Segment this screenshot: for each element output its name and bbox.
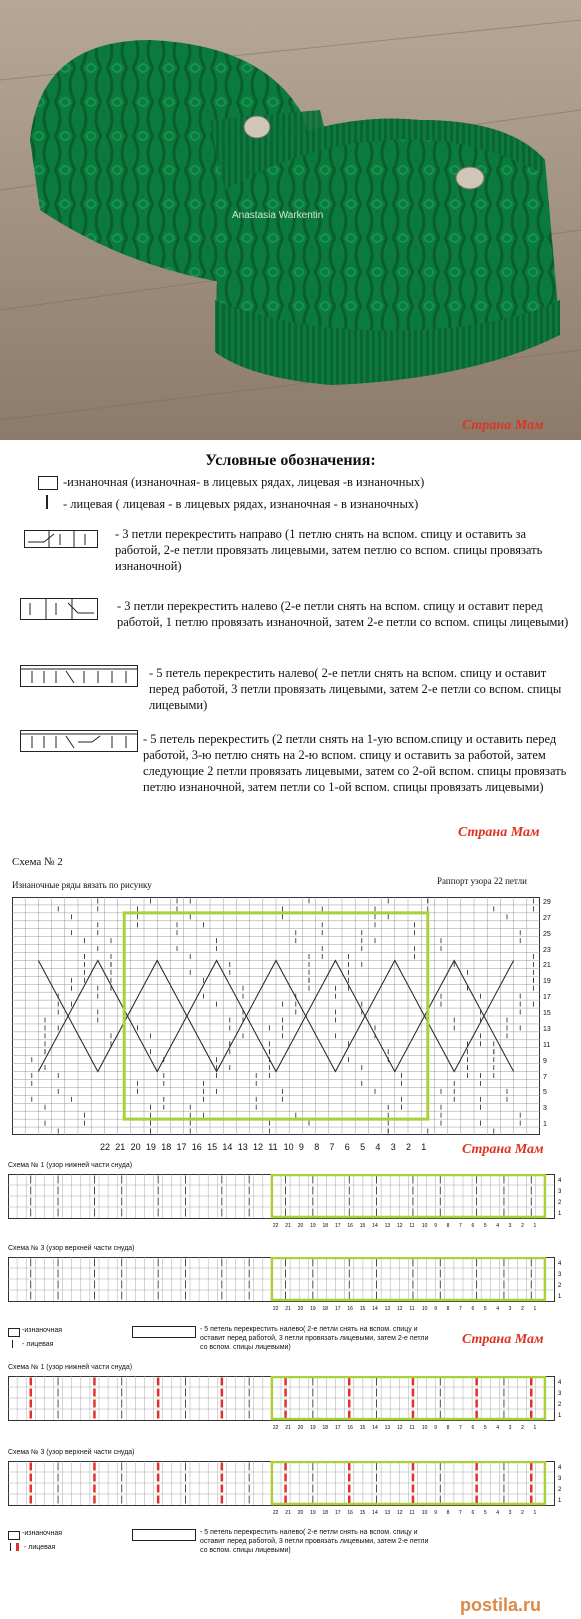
small-col-label: 5 xyxy=(483,1425,487,1431)
small-col-label: 21 xyxy=(285,1425,291,1431)
row-label: 7 xyxy=(543,1073,547,1081)
cable-5-cross-symbol xyxy=(20,730,138,757)
small-col-label: 4 xyxy=(496,1425,500,1431)
small-col-label: 12 xyxy=(396,1510,403,1516)
button-hat xyxy=(244,116,270,138)
small-col-label: 14 xyxy=(372,1425,378,1431)
small-col-label: 19 xyxy=(310,1306,316,1312)
small-row-label: 3 xyxy=(558,1391,562,1397)
small-col-label: 10 xyxy=(421,1306,428,1312)
small-col-label: 6 xyxy=(471,1306,475,1312)
col-label: 14 xyxy=(222,1142,233,1152)
photo-site-watermark: Страна Мам xyxy=(462,418,544,433)
small-col-label: 3 xyxy=(508,1510,512,1516)
small-col-label: 15 xyxy=(359,1425,366,1431)
small-col-label: 12 xyxy=(396,1306,403,1312)
small-col-label: 16 xyxy=(347,1306,353,1312)
row-label: 13 xyxy=(543,1025,551,1033)
small-col-label: 7 xyxy=(459,1223,462,1229)
col-label: 6 xyxy=(344,1142,350,1152)
small-row-label: 3 xyxy=(558,1189,562,1195)
mini-legend-knit: - лицевая xyxy=(22,1341,54,1348)
small-col-label: 18 xyxy=(322,1223,329,1229)
button-snood xyxy=(456,167,484,189)
row-label: 11 xyxy=(543,1041,551,1049)
small-col-label: 13 xyxy=(384,1425,391,1431)
small-chart-3 xyxy=(8,1376,568,1437)
mini-purl-symbol xyxy=(8,1328,20,1337)
col-label: 8 xyxy=(314,1142,320,1152)
small-row-label: 2 xyxy=(558,1283,562,1289)
small-col-label: 17 xyxy=(334,1425,341,1431)
small-col-label: 1 xyxy=(533,1306,537,1312)
legend-cable-5-left: - 5 петель перекрестить налево( 2-е петли снять на вспом. спицу и оставит перед работой, 3 петли провязать лицевыми, затем 2-е петли со вспом. спицы лицевыми) xyxy=(149,666,562,712)
small-col-label: 7 xyxy=(459,1425,462,1431)
small-col-label: 9 xyxy=(434,1425,437,1431)
small-row-label: 2 xyxy=(558,1200,562,1206)
small-row-label: 1 xyxy=(558,1211,562,1217)
small-col-label: 18 xyxy=(322,1306,329,1312)
col-label: 22 xyxy=(100,1142,111,1152)
col-label: 12 xyxy=(253,1142,264,1152)
small-col-label: 15 xyxy=(359,1510,366,1516)
col-label: 13 xyxy=(237,1142,248,1152)
cable-5-left-symbol xyxy=(20,665,138,692)
col-label: 4 xyxy=(375,1142,381,1152)
mini-legend-knit-2: - лицевая xyxy=(24,1544,56,1551)
small-col-label: 21 xyxy=(285,1306,291,1312)
mini-legend-watermark: Страна Мам xyxy=(462,1332,544,1347)
col-label: 16 xyxy=(191,1142,202,1152)
small-col-label: 18 xyxy=(322,1510,329,1516)
small-col-label: 15 xyxy=(359,1223,366,1229)
scheme2-col-labels xyxy=(100,1142,440,1156)
small-col-label: 20 xyxy=(297,1223,304,1229)
col-label: 3 xyxy=(390,1142,396,1152)
col-label: 11 xyxy=(268,1142,278,1152)
mini-legend-cable-2: - 5 петель перекрестить налево( 2-е петли снять на вспом. спицу и оставит перед работой, 3 петли провязать лицевыми, затем 2-е петли со вспом. спицы лицевыми) xyxy=(200,1529,429,1554)
small-col-label: 3 xyxy=(508,1223,512,1229)
col-label: 20 xyxy=(130,1142,141,1152)
row-label: 15 xyxy=(543,1010,551,1018)
small-col-label: 22 xyxy=(272,1306,279,1312)
legend-purl: -изнаночная (изнаночная- в лицевых рядах, лицевая -в изнаночных) xyxy=(63,475,425,489)
small-row-label: 1 xyxy=(558,1413,562,1419)
small-col-label: 2 xyxy=(521,1223,524,1229)
knitted-hat-snood-photo xyxy=(0,0,581,440)
row-label: 27 xyxy=(543,914,551,922)
small-col-label: 2 xyxy=(521,1510,524,1516)
mini-legend-cable: - 5 петель перекрестить налево( 2-е петли снять на вспом. спицу и оставит перед работой, 3 петли провязать лицевыми, затем 2-е петли со вспом. спицы лицевыми) xyxy=(200,1326,429,1351)
small-col-label: 11 xyxy=(409,1223,415,1229)
small-row-label: 1 xyxy=(558,1294,562,1300)
small-col-label: 22 xyxy=(272,1510,279,1516)
mini-cable-symbol xyxy=(132,1326,196,1338)
small-col-label: 13 xyxy=(384,1223,391,1229)
small-row-label: 4 xyxy=(558,1261,562,1267)
small-chart-4-title: Схема № 3 (узор верхней части снуда) xyxy=(8,1449,135,1456)
mini-legend-purl: -изнаночная xyxy=(22,1327,63,1334)
small-col-label: 5 xyxy=(483,1223,487,1229)
col-label: 19 xyxy=(145,1142,156,1152)
small-col-label: 4 xyxy=(496,1510,500,1516)
legend-cable-3-right: - 3 петли перекрестить направо (1 петлю снять на вспом. спицу и оставить за работой, 2-е петли провязать лицевыми, затем петлю со вспом. спицы провязать изнаночной) xyxy=(115,527,543,573)
small-col-label: 11 xyxy=(409,1510,415,1516)
small-col-label: 9 xyxy=(434,1510,437,1516)
row-label: 1 xyxy=(543,1121,547,1129)
mini-knit-symbol xyxy=(12,1340,13,1348)
small-chart-1 xyxy=(8,1174,568,1235)
small-row-label: 4 xyxy=(558,1380,562,1386)
small-col-label: 16 xyxy=(347,1223,353,1229)
small-col-label: 13 xyxy=(384,1510,391,1516)
small-chart-1-title: Схема № 1 (узор нижней части снуда) xyxy=(8,1162,133,1169)
mini-legend-purl-2: -изнаночная xyxy=(22,1530,63,1537)
footer-watermark: postila.ru xyxy=(460,1595,542,1615)
small-col-label: 3 xyxy=(508,1425,512,1431)
small-col-label: 22 xyxy=(272,1425,279,1431)
mini-knit-red-symbol xyxy=(16,1543,19,1551)
small-col-label: 2 xyxy=(521,1306,524,1312)
small-col-label: 7 xyxy=(459,1510,462,1516)
small-col-label: 6 xyxy=(471,1510,475,1516)
col-label: 1 xyxy=(421,1142,427,1152)
small-chart-3-title: Схема № 1 (узор нижней части снуда) xyxy=(8,1364,133,1371)
small-col-label: 19 xyxy=(310,1223,316,1229)
small-col-label: 12 xyxy=(396,1223,403,1229)
small-chart-2-title: Схема № 3 (узор верхней части снуда) xyxy=(8,1245,135,1252)
col-label: 15 xyxy=(207,1142,218,1152)
mini-purl-symbol-2 xyxy=(8,1531,20,1540)
small-row-label: 4 xyxy=(558,1178,562,1184)
legend-knit: - лицевая ( лицевая - в лицевых рядах, изнаночная - в изнаночных) xyxy=(63,497,419,511)
col-label: 7 xyxy=(329,1142,335,1152)
small-col-label: 16 xyxy=(347,1425,353,1431)
small-col-label: 14 xyxy=(372,1223,378,1229)
small-row-label: 3 xyxy=(558,1476,562,1482)
row-label: 29 xyxy=(543,899,551,906)
small-row-label: 4 xyxy=(558,1465,562,1471)
small-col-label: 14 xyxy=(372,1510,378,1516)
small-col-label: 21 xyxy=(285,1510,291,1516)
small-col-label: 13 xyxy=(384,1306,391,1312)
small-col-label: 20 xyxy=(297,1306,304,1312)
small-col-label: 1 xyxy=(533,1223,537,1229)
small-chart-4 xyxy=(8,1461,568,1522)
small-col-label: 21 xyxy=(285,1223,291,1229)
small-col-label: 1 xyxy=(533,1510,537,1516)
small-col-label: 14 xyxy=(372,1306,378,1312)
small-row-label: 2 xyxy=(558,1402,562,1408)
col-label: 18 xyxy=(161,1142,172,1152)
row-label: 23 xyxy=(543,946,551,954)
small-row-label: 2 xyxy=(558,1487,562,1493)
col-label: 2 xyxy=(406,1142,412,1152)
col-label: 21 xyxy=(115,1142,126,1152)
small-col-label: 6 xyxy=(471,1425,475,1431)
small-col-label: 5 xyxy=(483,1306,487,1312)
small-col-label: 3 xyxy=(508,1306,512,1312)
small-col-label: 18 xyxy=(322,1425,329,1431)
mini-knit-symbol-2 xyxy=(10,1543,11,1551)
small-row-label: 3 xyxy=(558,1272,562,1278)
small-col-label: 4 xyxy=(496,1306,500,1312)
scheme2-title: Схема № 2 xyxy=(12,856,63,868)
small-col-label: 20 xyxy=(297,1510,304,1516)
row-label: 19 xyxy=(543,978,551,986)
small-col-label: 10 xyxy=(421,1510,428,1516)
scheme2-chart xyxy=(12,897,540,1135)
small-col-label: 10 xyxy=(421,1425,428,1431)
col-label: 5 xyxy=(360,1142,366,1152)
small-col-label: 16 xyxy=(347,1510,353,1516)
cable-3-right-symbol xyxy=(24,530,98,553)
col-label: 9 xyxy=(298,1142,304,1152)
legend-cable-5-cross: - 5 петель перекрестить (2 петли снять на 1-ую вспом.спицу и оставить перед работой, 3-ю петлю снять на 2-ю вспом. спицу и оставить за работой, затем следующие 2 петли провязать лицевыми, затем со 2-ой вспом. спицы провязать петлю изнаночной, затем петли со 1-ой вспом. спицы провязать лицевыми) xyxy=(143,732,567,794)
small-col-label: 2 xyxy=(521,1425,524,1431)
col-label: 10 xyxy=(283,1142,294,1152)
small-col-label: 8 xyxy=(446,1223,450,1229)
small-col-label: 4 xyxy=(496,1223,500,1229)
small-col-label: 20 xyxy=(297,1425,304,1431)
small-row-label: 1 xyxy=(558,1498,562,1504)
small-col-label: 15 xyxy=(359,1306,366,1312)
photo-author-watermark: Anastasia Warkentin xyxy=(232,210,324,221)
small-col-label: 12 xyxy=(396,1425,403,1431)
row-label: 5 xyxy=(543,1089,547,1097)
small-col-label: 17 xyxy=(334,1510,341,1516)
small-col-label: 8 xyxy=(446,1510,450,1516)
small-col-label: 11 xyxy=(409,1425,415,1431)
cable-3-left-symbol xyxy=(20,598,98,625)
mini-cable-symbol-2 xyxy=(132,1529,196,1541)
legend-watermark: Страна Мам xyxy=(458,825,540,840)
scheme2-repeat: Раппорт узора 22 петли xyxy=(437,876,527,886)
small-col-label: 8 xyxy=(446,1306,450,1312)
small-col-label: 19 xyxy=(310,1425,316,1431)
scheme2-note: Изнаночные ряды вязать по рисунку xyxy=(12,880,152,890)
knit-symbol xyxy=(46,495,48,509)
small-col-label: 7 xyxy=(459,1306,462,1312)
small-col-label: 22 xyxy=(272,1223,279,1229)
small-col-label: 5 xyxy=(483,1510,487,1516)
col-label: 17 xyxy=(176,1142,187,1152)
row-label: 25 xyxy=(543,930,551,938)
small-col-label: 10 xyxy=(421,1223,428,1229)
scheme2-watermark: Страна Мам xyxy=(462,1142,544,1157)
small-col-label: 9 xyxy=(434,1223,437,1229)
purl-symbol xyxy=(38,476,58,490)
row-label: 21 xyxy=(543,962,551,970)
small-col-label: 8 xyxy=(446,1425,450,1431)
small-col-label: 17 xyxy=(334,1306,341,1312)
legend-title: Условные обозначения: xyxy=(205,452,376,469)
row-label: 9 xyxy=(543,1057,547,1065)
legend-cable-3-left: - 3 петли перекрестить налево (2-е петли снять на вспом. спицу и оставит перед работой, 1 петлю провязать изнаночной, затем 2-е петли со вспом. спицы лицевыми) xyxy=(117,599,569,629)
small-col-label: 17 xyxy=(334,1223,341,1229)
row-label: 17 xyxy=(543,994,551,1002)
small-col-label: 9 xyxy=(434,1306,437,1312)
small-col-label: 1 xyxy=(533,1425,537,1431)
small-col-label: 6 xyxy=(471,1223,475,1229)
row-label: 3 xyxy=(543,1105,547,1113)
small-col-label: 19 xyxy=(310,1510,316,1516)
small-chart-2 xyxy=(8,1257,568,1318)
small-col-label: 11 xyxy=(409,1306,415,1312)
